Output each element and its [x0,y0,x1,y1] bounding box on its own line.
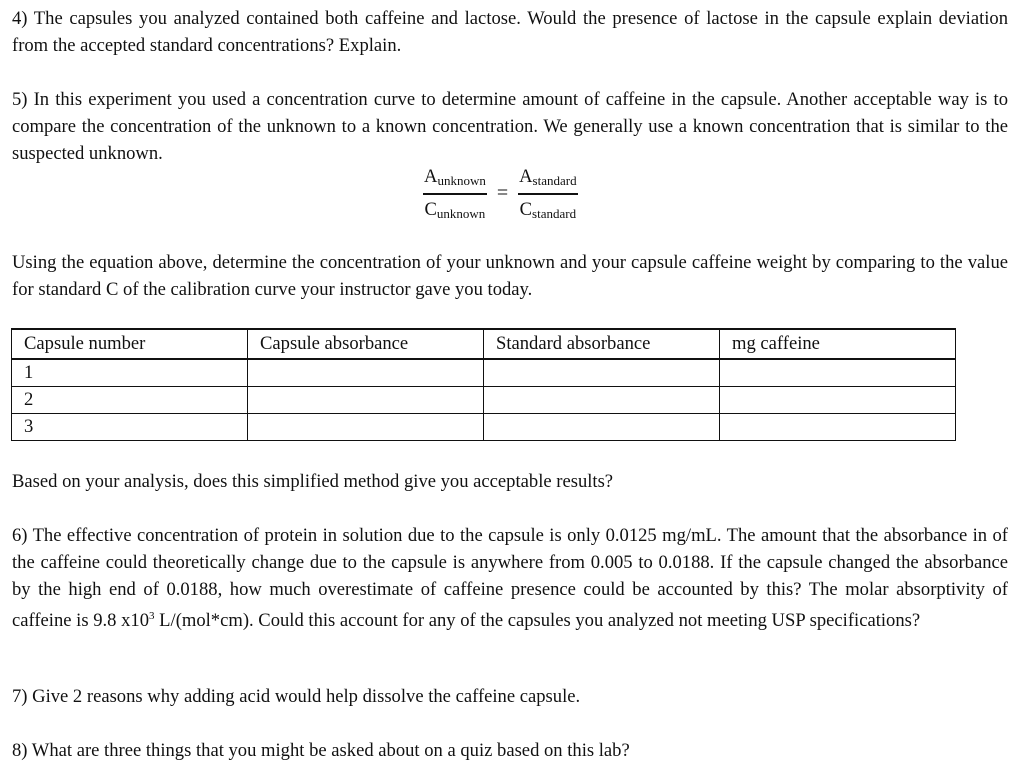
cell-standard-absorbance[interactable] [484,414,720,441]
question-4: 4) The capsules you analyzed contained both caffeine and lactose. Would the presence of lactose in the capsule explain deviation from the accepted standard concentrations? Explain. [12,8,1008,56]
question-5: 5) In this experiment you used a concentration curve to determine amount of caffeine in the capsule. Another acceptable way is to compare the concentration of the unknown to a known concentration. We generally use a known concentration that is similar to the suspected unknown. [12,89,1008,164]
table-row [12,414,956,441]
equals-sign: = [496,182,509,205]
equation-instruction: Using the equation above, determine the concentration of your unknown and your capsule caffeine weight by comparing to the value for standard C of the calibration curve your instructor gave you today. [12,252,1008,300]
cell-capsule-number: 1 [12,359,248,387]
header-capsule-absorbance: Capsule absorbance [248,329,484,359]
fraction-bar [518,193,577,195]
cell-standard-absorbance[interactable] [484,387,720,414]
standard-fraction [518,166,577,222]
table-row [12,359,956,387]
standard-concentration: Cstandard [519,198,577,221]
standard-absorbance: Astandard [519,166,577,188]
cell-capsule-absorbance[interactable] [248,387,484,414]
unknown-absorbance: Aunknown [424,166,486,188]
cell-capsule-number: 3 [12,414,248,441]
question-7: 7) Give 2 reasons why adding acid would help dissolve the caffeine capsule. [12,686,581,707]
cell-capsule-absorbance[interactable] [248,414,484,441]
fraction-bar [423,193,487,195]
cell-mg-caffeine[interactable] [720,359,956,387]
header-mg-caffeine: mg caffeine [720,329,956,359]
cell-capsule-number: 2 [12,387,248,414]
cell-mg-caffeine[interactable] [720,414,956,441]
question-8: 8) What are three things that you might be asked about on a quiz based on this lab? [12,740,630,761]
capsule-table [11,328,956,441]
followup-question: Based on your analysis, does this simplified method give you acceptable results? [12,471,614,492]
unknown-concentration: Cunknown [424,198,486,221]
header-standard-absorbance: Standard absorbance [484,329,720,359]
table-header-row [12,329,956,359]
cell-mg-caffeine[interactable] [720,387,956,414]
table-row [12,387,956,414]
ratio-equation [423,166,578,222]
header-capsule-number: Capsule number [12,329,248,359]
question-6: 6) The effective concentration of protein in solution due to the capsule is only 0.0125 mg/mL. The amount that the absorbance in of the caffeine could theoretically change due to the capsule is anywhere from 0.005 to 0.0188. If the capsule changed the absorbance by the high end of 0.0188, how much overestimate of caffeine presence could be accounted by this? The molar absorptivity of caffeine is 9.8 $x10^3$ L/(mol*cm). Could this account for any of the capsules you analyzed not meeting USP specifications? [12,525,1008,632]
unknown-fraction [423,166,487,222]
cell-standard-absorbance[interactable] [484,359,720,387]
cell-capsule-absorbance[interactable] [248,359,484,387]
exponent: 3 [149,610,155,622]
